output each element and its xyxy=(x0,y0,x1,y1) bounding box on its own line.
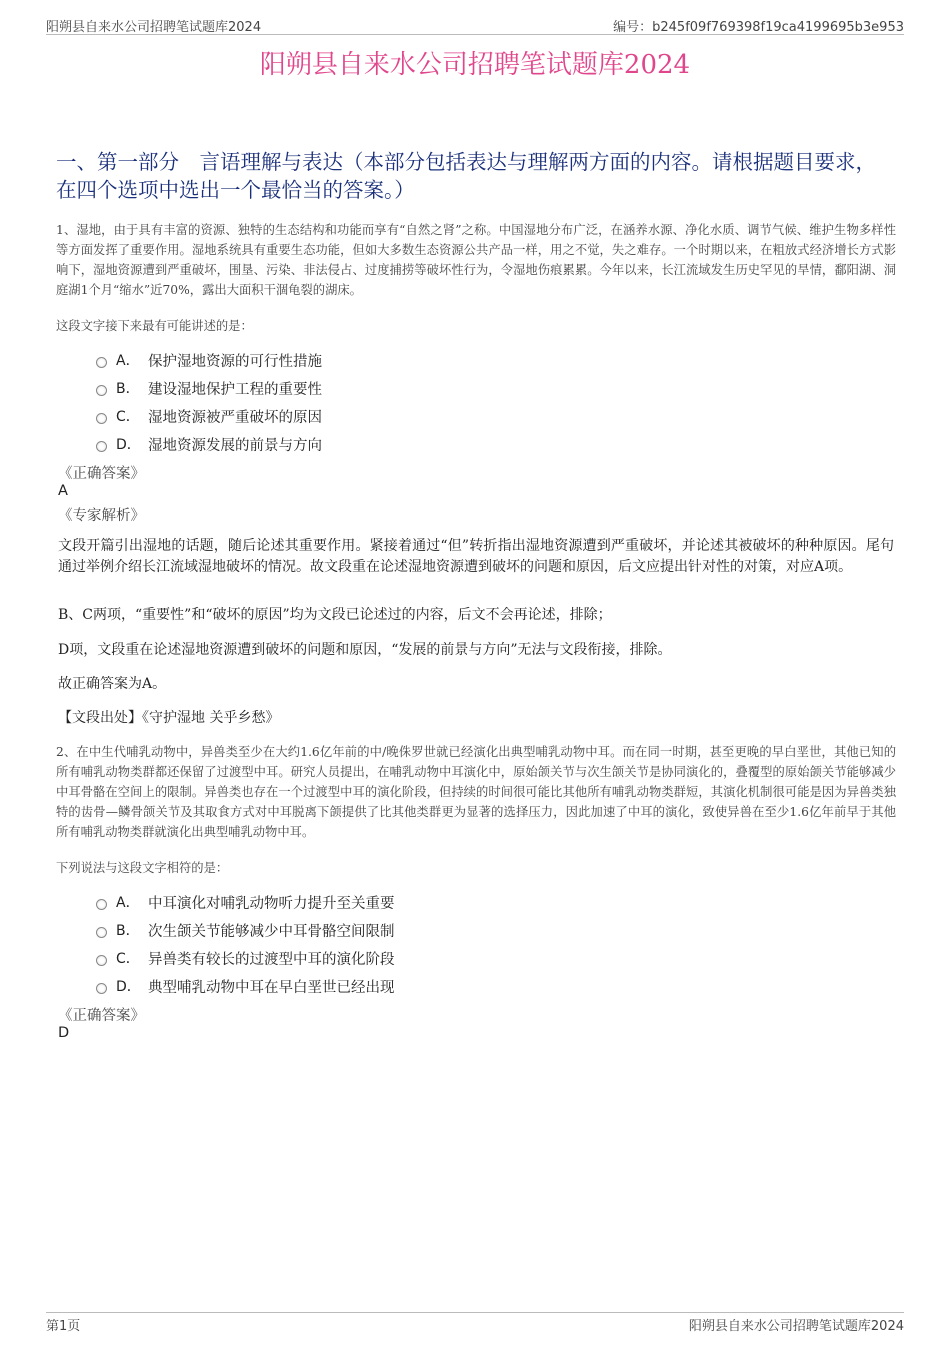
radio-icon[interactable] xyxy=(96,357,107,368)
option-text: 异兽类有较长的过渡型中耳的演化阶段 xyxy=(148,952,395,968)
radio-icon[interactable] xyxy=(96,385,107,396)
question-1-answer: A xyxy=(58,483,68,499)
option-letter: D． xyxy=(116,979,141,995)
footer-doc-title: 阳朔县自来水公司招聘笔试题库2024 xyxy=(688,1319,904,1334)
option-text: 建设湿地保护工程的重要性 xyxy=(148,382,322,398)
option-text: 典型哺乳动物中耳在早白垩世已经出现 xyxy=(148,980,395,996)
option-letter: A． xyxy=(116,895,140,911)
question-1-source: 【文段出处】《守护湿地 关乎乡愁》 xyxy=(58,710,280,726)
option-text: 湿地资源发展的前景与方向 xyxy=(148,438,322,454)
option-letter: B． xyxy=(116,381,140,397)
option-text: 次生颌关节能够减少中耳骨骼空间限制 xyxy=(148,924,395,940)
question-1-analysis-p4: 故正确答案为A。 xyxy=(58,676,167,692)
option-letter: C． xyxy=(116,951,140,967)
radio-icon[interactable] xyxy=(96,955,107,966)
option-text: 中耳演化对哺乳动物听力提升至关重要 xyxy=(148,896,395,912)
option-letter: B． xyxy=(116,923,140,939)
question-1-answer-label: 《正确答案》 xyxy=(58,466,145,482)
question-1-analysis-p1: 文段开篇引出湿地的话题，随后论述其重要作用。紧接着通过“但”转折指出湿地资源遭到严重破坏，并论述其被破坏的种种原因。尾句通过举例介绍长江流域湿地破坏的情况。故文段重在论述湿地资源遭到破坏的问题和原因，后文应提出针对性的对策，对应A项。 xyxy=(58,538,894,575)
radio-icon[interactable] xyxy=(96,441,107,452)
footer-page-number: 第1页 xyxy=(46,1319,81,1334)
question-1-analysis-p3: D项，文段重在论述湿地资源遭到破坏的问题和原因，“发展的前景与方向”无法与文段衔接，排除。 xyxy=(58,642,672,658)
header-doc-number: 编号：b245f09f769398f19ca4199695b3e953 xyxy=(613,20,904,35)
option-letter: A． xyxy=(116,353,140,369)
option-text: 湿地资源被严重破坏的原因 xyxy=(148,410,322,426)
question-2-answer-label: 《正确答案》 xyxy=(58,1008,145,1024)
radio-icon[interactable] xyxy=(96,983,107,994)
question-1-prompt: 这段文字接下来最有可能讲述的是： xyxy=(56,319,253,333)
question-2-answer: D xyxy=(58,1025,70,1041)
radio-icon[interactable] xyxy=(96,413,107,424)
option-text: 保护湿地资源的可行性措施 xyxy=(148,354,322,370)
header-doc-title: 阳朔县自来水公司招聘笔试题库2024 xyxy=(46,20,262,35)
radio-icon[interactable] xyxy=(96,927,107,938)
page-title: 阳朔县自来水公司招聘笔试题库2024 xyxy=(259,50,691,80)
section-title: 一、第一部分 言语理解与表达（本部分包括表达与理解两方面的内容。请根据题目要求，在四个选项中选出一个最恰当的答案。） xyxy=(56,150,876,202)
page-header xyxy=(46,14,904,35)
option-letter: C． xyxy=(116,409,140,425)
question-1-analysis-label: 《专家解析》 xyxy=(58,508,145,524)
question-2-text: 2、在中生代哺乳动物中，异兽类至少在大约1.6亿年前的中/晚侏罗世就已经演化出典型哺乳动物中耳。而在同一时期，甚至更晚的早白垩世，其他已知的所有哺乳动物类群都还保留了过渡型中耳。研究人员提出，在哺乳动物中耳演化中，原始颌关节与次生颌关节是协同演化的，叠覆型的原始颌关节能够减少中耳骨骼在空间上的限制。异兽类也存在一个过渡型中耳的演化阶段，但持续的时间很可能比其他所有哺乳动物类群短，其演化机制很可能是因为异兽类独特的齿骨—鳞骨颌关节及其取食方式对中耳脱离下颌提供了比其他类群更为显著的选择压力，因此加速了中耳的演化，致使异兽在至少1.6亿年前早于其他所有哺乳动物类群就演化出典型哺乳动物中耳。 xyxy=(56,745,896,839)
option-letter: D． xyxy=(116,437,141,453)
question-1-analysis-p2: B、C两项，“重要性”和“破坏的原因”均为文段已论述过的内容，后文不会再论述，排除； xyxy=(58,607,612,623)
page-footer xyxy=(46,1312,904,1333)
radio-icon[interactable] xyxy=(96,899,107,910)
question-2-prompt: 下列说法与这段文字相符的是： xyxy=(56,861,229,875)
question-1-text: 1、湿地，由于具有丰富的资源、独特的生态结构和功能而享有“自然之肾”之称。中国湿地分布广泛，在涵养水源、净化水质、调节气候、维护生物多样性等方面发挥了重要作用。湿地系统具有重要生态功能，但如大多数生态资源公共产品一样，用之不觉，失之难存。一个时期以来，在粗放式经济增长方式影响下，湿地资源遭到严重破坏，围垦、污染、非法侵占、过度捕捞等破坏性行为，令湿地伤痕累累。今年以来，长江流域发生历史罕见的旱情，鄱阳湖、洞庭湖1个月“缩水”近70%，露出大面积干涸龟裂的湖床。 xyxy=(56,223,896,297)
